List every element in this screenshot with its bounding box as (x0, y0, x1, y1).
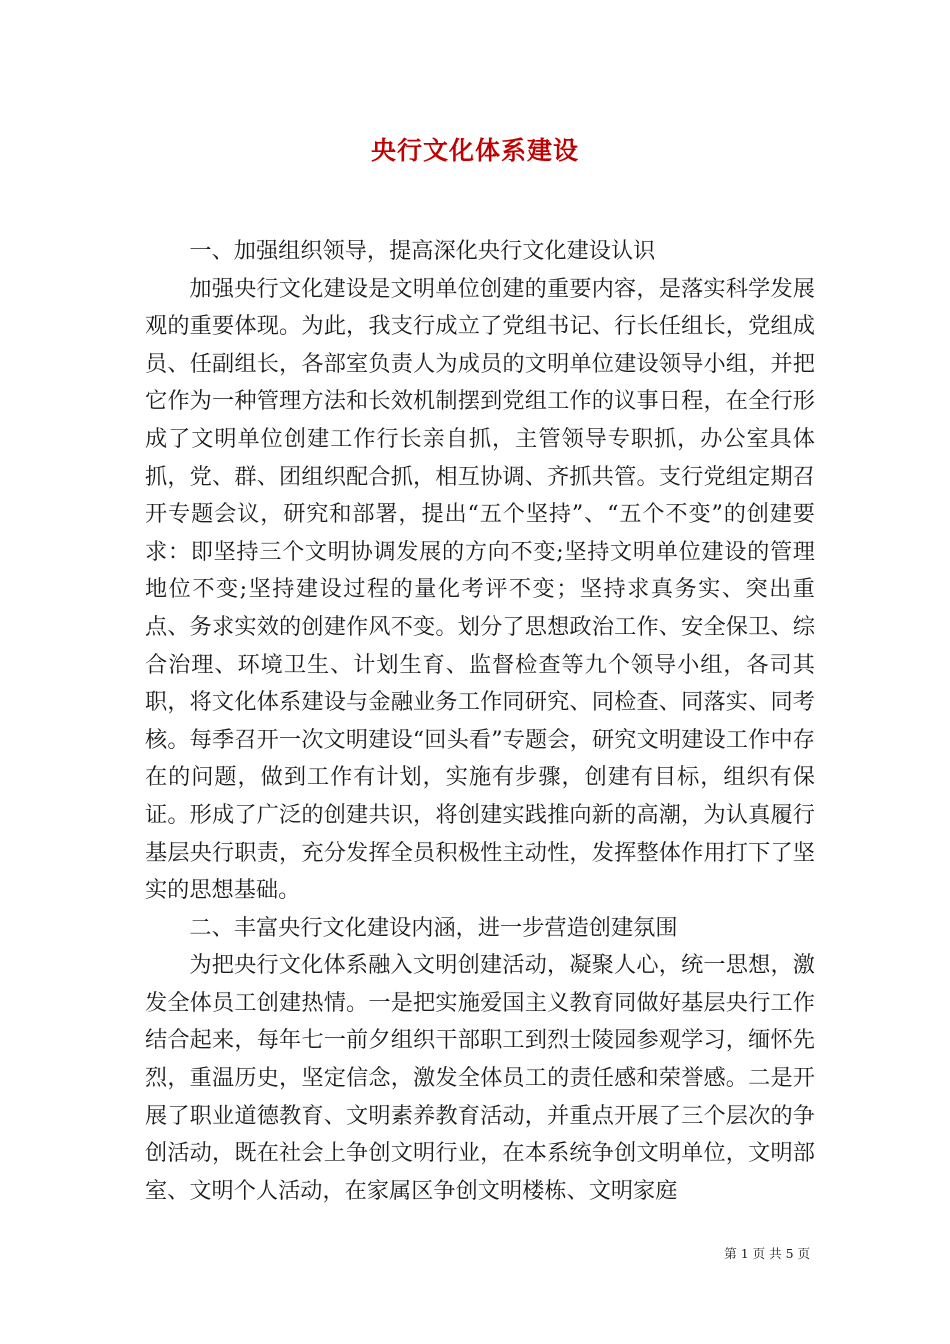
document-title: 央行文化体系建设 (370, 136, 579, 165)
body-paragraph-2: 为把央行文化体系融入文明创建活动，凝聚人心，统一思想，激发全体员工创建热情。一是把实施爱国主义教育同做好基层央行工作结合起来，每年七一前夕组织干部职工到烈士陵园参观学习，缅怀先烈，重温历史，坚定信念，激发全体员工的责任感和荣誉感。二是开展了职业道德教育、文明素养教育活动，并重点开展了三个层次的争创活动，既在社会上争创文明行业，在本系统争创文明单位，文明部室、文明个人活动，在家属区争创文明楼栋、文明家庭 (145, 952, 815, 1204)
section-heading-2: 二、丰富央行文化建设内涵，进一步营造创建氛围 (189, 914, 678, 941)
page-number: 第 1 页 共 5 页 (724, 1246, 810, 1261)
body-paragraph-1: 加强央行文化建设是文明单位创建的重要内容，是落实科学发展观的重要体现。为此，我支行成立了党组书记、行长任组长，党组成员、任副组长，各部室负责人为成员的文明单位建设领导小组，并把它作为一种管理方法和长效机制摆到党组工作的议事日程，在全行形成了文明单位创建工作行长亲自抓，主管领导专职抓，办公室具体抓，党、群、团组织配合抓，相互协调、齐抓共管。支行党组定期召开专题会议，研究和部署，提出“五个坚持”、“五个不变”的创建要求：即坚持三个文明协调发展的方向不变;坚持文明单位建设的管理地位不变;坚持建设过程的量化考评不变；坚持求真务实、突出重点、务求实效的创建作风不变。划分了思想政治工作、安全保卫、综合治理、环境卫生、计划生育、监督检查等九个领导小组，各司其职，将文化体系建设与金融业务工作同研究、同检查、同落实、同考核。每季召开一次文明建设“回头看”专题会，研究文明建设工作中存在的问题，做到工作有计划，实施有步骤，创建有目标，组织有保证。形成了广泛的创建共识，将创建实践推向新的高潮，为认真履行基层央行职责，充分发挥全员积极性主动性，发挥整体作用打下了坚实的思想基础。 (145, 275, 815, 904)
document-body (145, 233, 815, 1210)
section-heading-1: 一、加强组织领导，提高深化央行文化建设认识 (189, 238, 656, 264)
